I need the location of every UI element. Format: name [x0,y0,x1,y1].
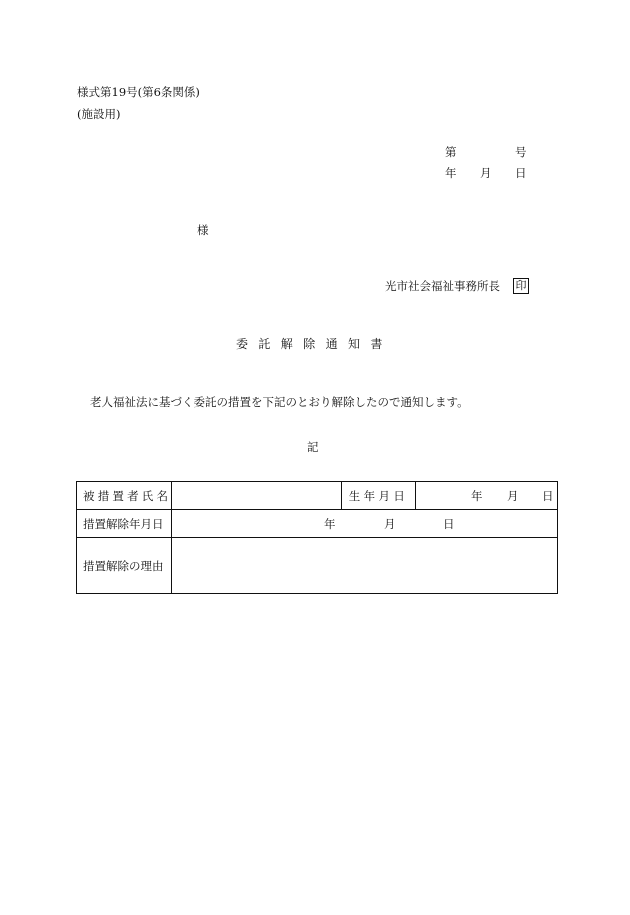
birth-day-label: 日 [542,488,554,503]
body-text: 老人福祉法に基づく委託の措置を下記のとおり解除したので通知します。 [90,395,469,409]
cancellation-day-label: 日 [443,516,455,531]
birth-year-label: 年 [471,488,483,503]
cancellation-date-label: 措置解除年月日 [77,510,172,538]
sender-name: 光市社会福祉事務所長 [385,279,500,293]
doc-number-label: 第 [445,145,457,159]
document-title: 委託解除通知書 [236,337,393,351]
cancellation-date-cell [172,510,558,538]
cancellation-reason-cell [172,538,558,594]
seal-stamp: 印 [513,278,529,294]
recipient-name-cell [172,482,342,510]
recipient-name-label: 被措置者氏名 [77,482,172,510]
ki-marker: 記 [307,440,319,454]
birth-date-cell [416,482,558,510]
date-month-label: 月 [480,166,492,180]
usage-note: (施設用) [77,107,121,121]
addressee-honorific: 様 [197,223,209,237]
table-row [77,482,558,510]
form-number: 様式第19号(第6条関係) [77,85,200,99]
date-day-label: 日 [515,166,527,180]
cancellation-reason-label: 措置解除の理由 [77,538,172,594]
table-row [77,538,558,594]
birth-date-label: 生年月日 [342,482,416,510]
details-table [76,481,558,594]
cancellation-month-label: 月 [384,516,396,531]
date-year-label: 年 [445,166,457,180]
table-row [77,510,558,538]
doc-number-suffix: 号 [515,145,527,159]
cancellation-year-label: 年 [324,516,336,531]
birth-month-label: 月 [507,488,519,503]
